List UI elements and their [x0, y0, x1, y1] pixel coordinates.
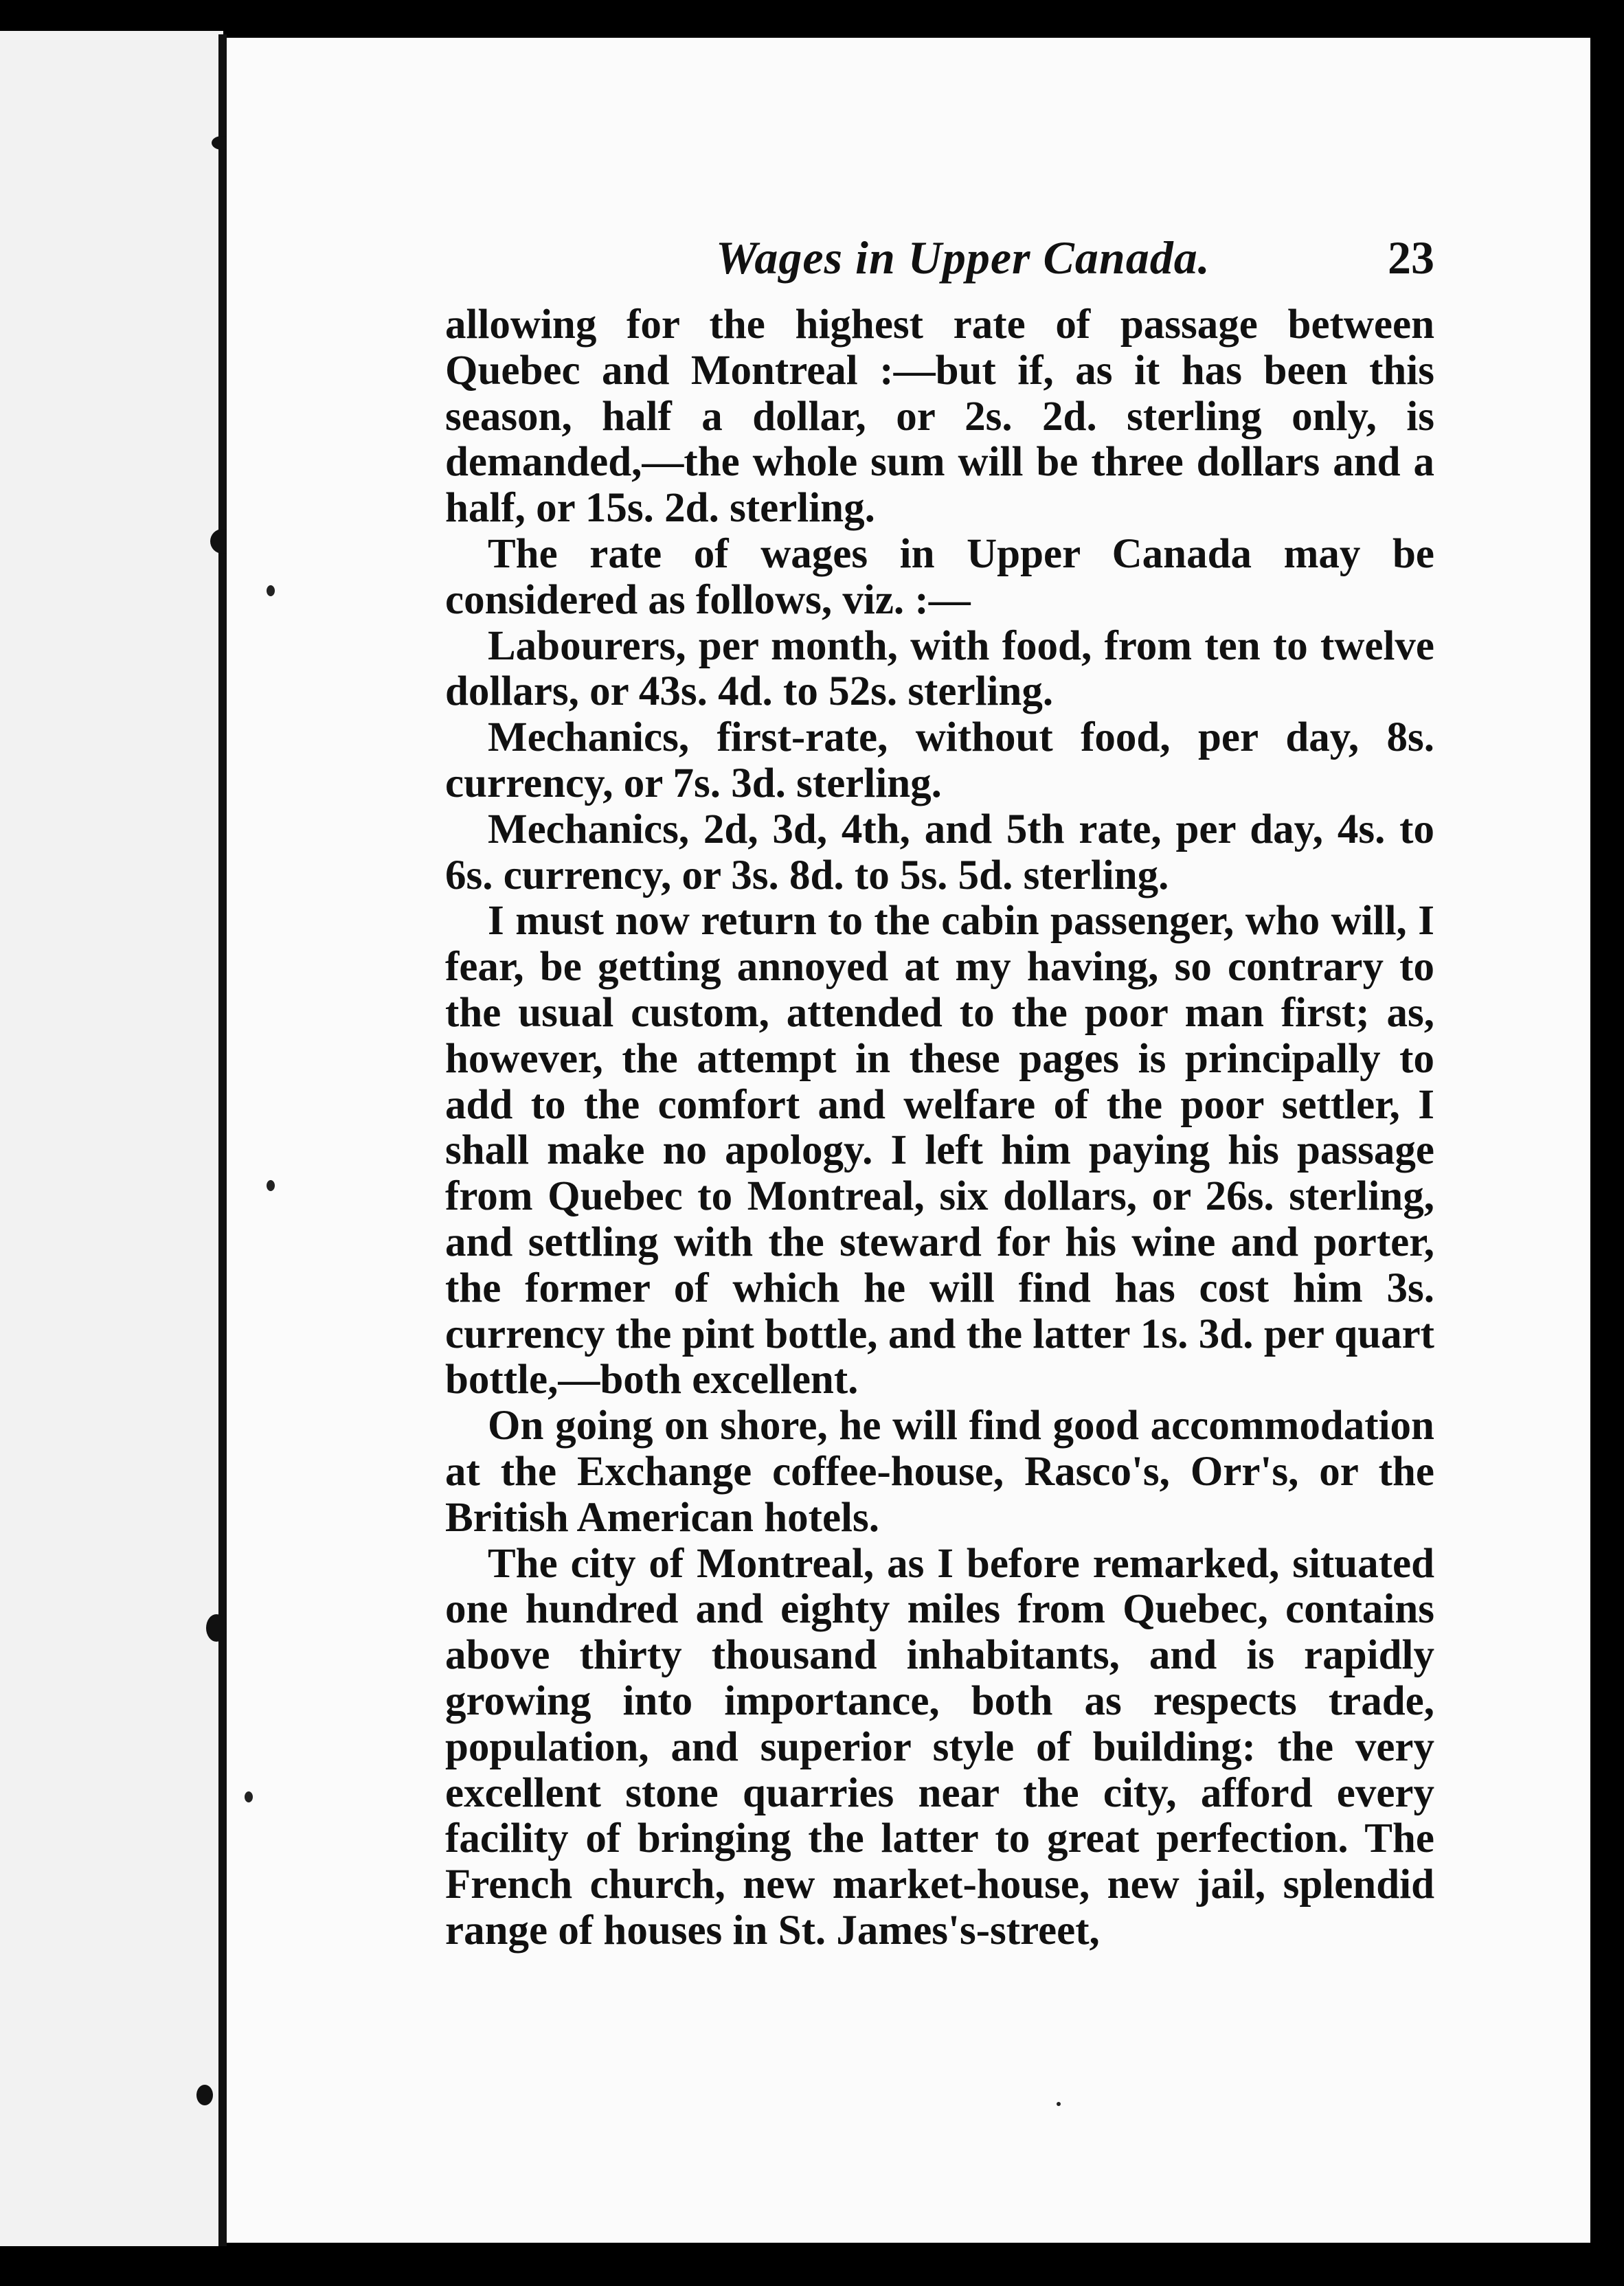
page-speck	[267, 585, 275, 596]
paragraph: The city of Montreal, as I before remarked, situated one hundred and eighty miles from Quebec, contains above thirty thousand inhabitants, and is rapidly growing into importance, both as respects trade, population, and superior style of building: the very excellent stone quarries near the city, afford every facility of bringing the latter to great perfection. The French church, new market-house, new jail, splendid range of houses in St. James's-street,	[445, 1540, 1434, 1954]
paragraph: Labourers, per month, with food, from ten to twelve dollars, or 43s. 4d. to 52s. sterling.	[445, 622, 1434, 715]
page-text	[445, 302, 1434, 1954]
page-gutter	[218, 34, 227, 2246]
page-number: 23	[1388, 231, 1434, 284]
page-speck	[245, 1791, 253, 1802]
scan-border-bottom	[0, 2246, 1624, 2286]
gutter-mark	[196, 2085, 213, 2105]
paragraph: The rate of wages in Upper Canada may be considered as follows, viz. :—	[445, 530, 1434, 623]
adjacent-page-edge	[0, 31, 223, 2246]
gutter-mark	[206, 1614, 227, 1642]
running-head-title: Wages in Upper Canada.	[716, 231, 1210, 284]
paragraph: I must now return to the cabin passenger, who will, I fear, be getting annoyed at my having, so contrary to the usual custom, attended to the poor man first; as, however, the attempt in these pages is principally to add to the comfort and welfare of the poor settler, I shall make no apology. I left him paying his passage from Quebec to Montreal, six dollars, or 26s. sterling, and settling with the steward for his wine and porter, the former of which he will find has cost him 3s. currency the pint bottle, and the latter 1s. 3d. per quart bottle,—both excellent.	[445, 898, 1434, 1403]
paragraph: Mechanics, 2d, 3d, 4th, and 5th rate, per day, 4s. to 6s. currency, or 3s. 8d. to 5s. 5d. sterling.	[445, 806, 1434, 898]
paragraph: Mechanics, first-rate, without food, per day, 8s. currency, or 7s. 3d. sterling.	[445, 714, 1434, 806]
page-speck	[1057, 2102, 1061, 2106]
page-speck	[267, 1180, 275, 1191]
paragraph: allowing for the highest rate of passage between Quebec and Montreal :—but if, as it has been this season, half a dollar, or 2s. 2d. sterling only, is demanded,—the whole sum will be three dollars and a half, or 15s. 2d. sterling.	[445, 302, 1434, 532]
paragraph: On going on shore, he will find good accommodation at the Exchange coffee-house, Rasco's, Orr's, or the British American hotels.	[445, 1403, 1434, 1541]
